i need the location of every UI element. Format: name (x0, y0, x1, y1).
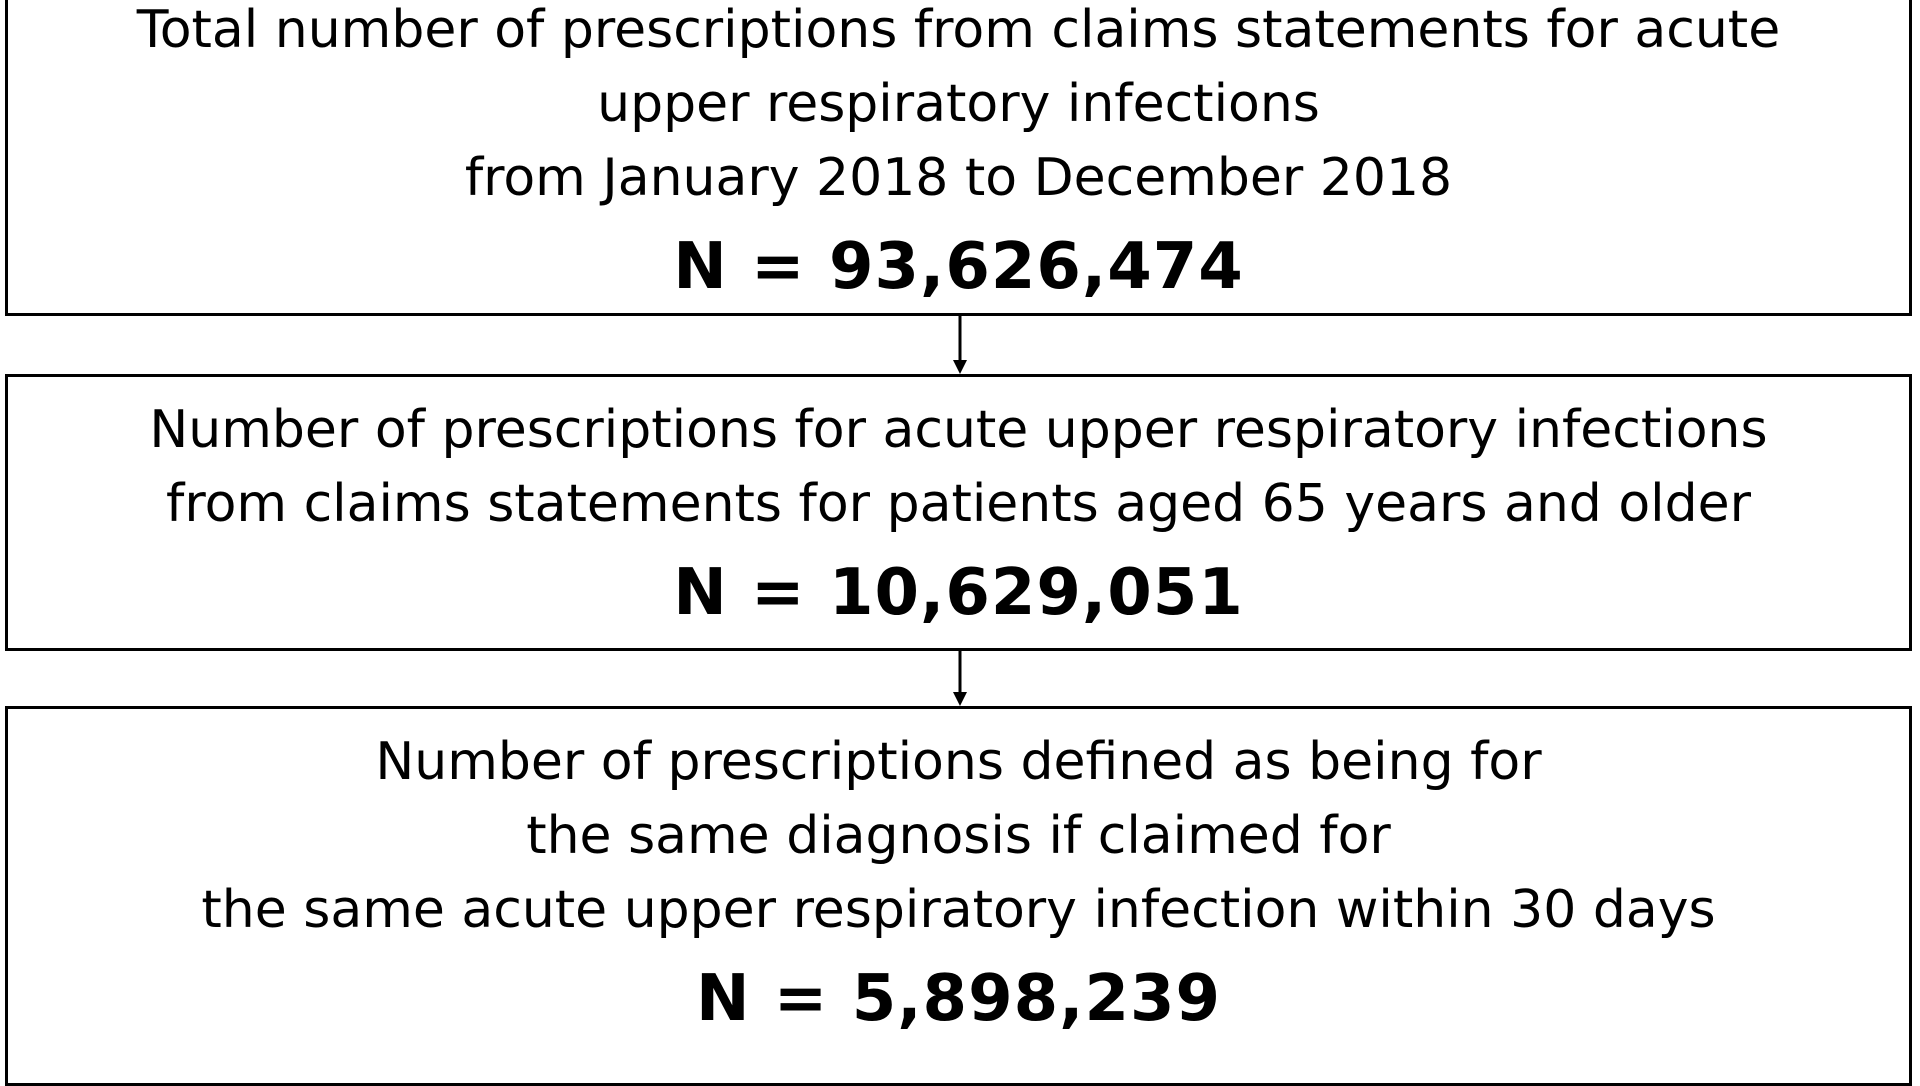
box-count: N = 10,629,051 (673, 556, 1244, 630)
box-count: N = 5,898,239 (695, 962, 1222, 1036)
box-text-line: the same acute upper respiratory infection within 30 days (201, 880, 1716, 940)
box-text-line: upper respiratory infections (597, 74, 1320, 134)
box-count: N = 93,626,474 (673, 230, 1244, 304)
down-arrow (958, 316, 962, 374)
box-text-line: Total number of prescriptions from claims statements for acute (136, 0, 1781, 60)
box-text-line: Number of prescriptions defined as being for (375, 732, 1542, 792)
box-text-line: Number of prescriptions for acute upper respiratory infections (149, 400, 1768, 460)
box-text-line: from January 2018 to December 2018 (464, 148, 1453, 208)
box-text-line: from claims statements for patients aged 65 years and older (166, 474, 1751, 534)
box-text-line: the same diagnosis if claimed for (526, 806, 1391, 866)
flowchart-box-same-diagnosis-30-days (5, 706, 1912, 1086)
flowchart-box-aged-65-and-older (5, 374, 1912, 651)
down-arrow (958, 651, 962, 706)
flowchart-box-total-prescriptions (5, 0, 1912, 316)
